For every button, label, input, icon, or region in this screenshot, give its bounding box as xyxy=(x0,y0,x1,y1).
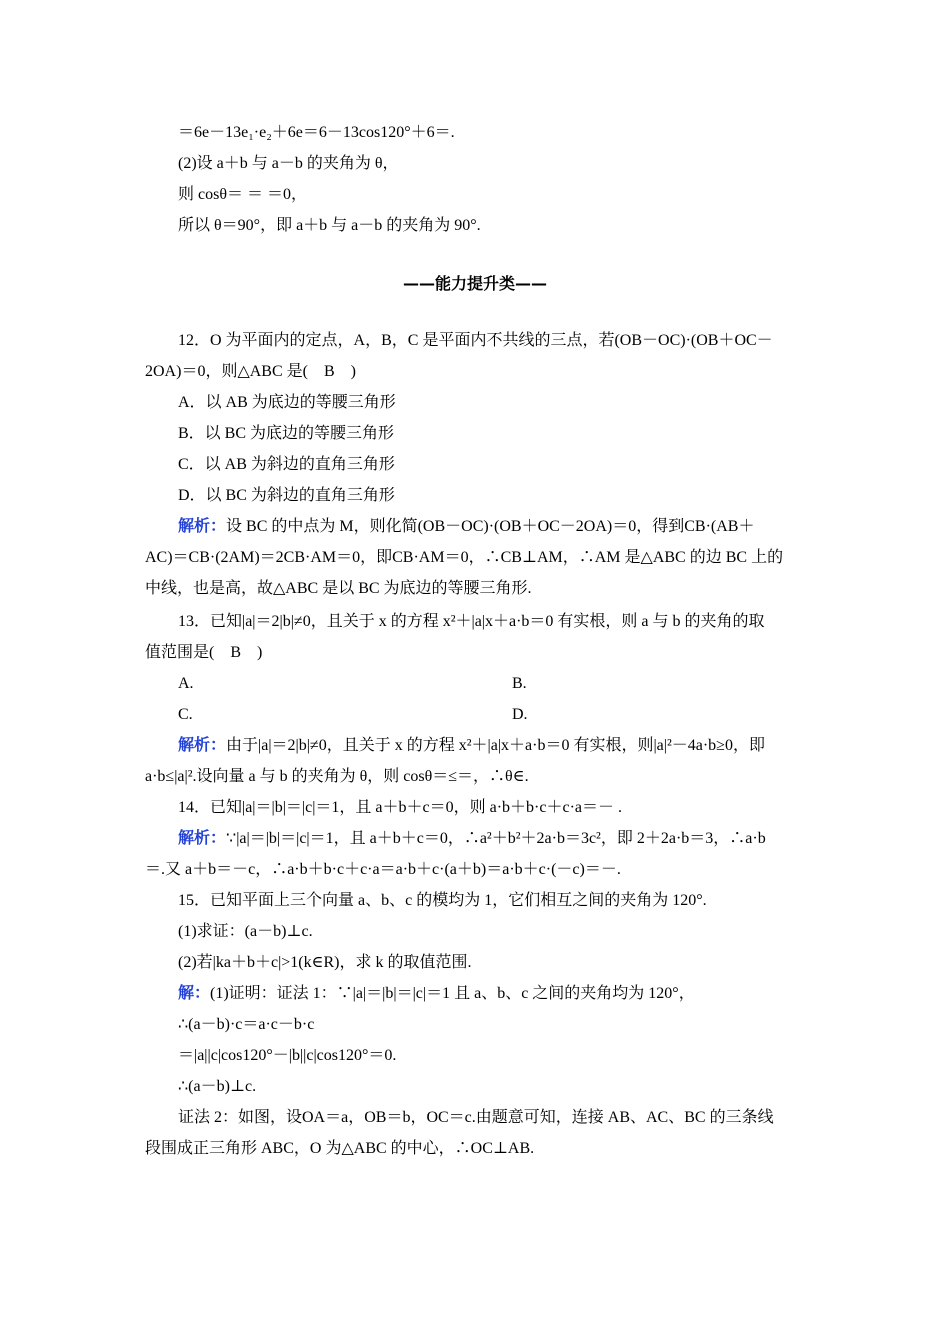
text-line: ＝6e－13e₁·e₂＋6e＝6－13cos120°＋6＝. xyxy=(178,124,455,141)
solution-15-line3: ＝|a||c|cos120°－|b||c|cos120°＝0. xyxy=(178,1047,397,1064)
answer-14-line1 xyxy=(178,828,766,850)
answer-13-line1 xyxy=(178,735,765,757)
analysis-label: 解析： xyxy=(178,737,227,754)
option-c: C．以 AB 为斜边的直角三角形 xyxy=(178,456,395,473)
option-b: B. xyxy=(512,675,527,692)
option-a: A. xyxy=(178,675,194,692)
answer-12-line3: 中线，也是高，故△ABC 是以 BC 为底边的等腰三角形. xyxy=(145,580,532,597)
answer-13-line2: a·b≤|a|².设向量 a 与 b 的夹角为 θ，则 cosθ＝≤＝，∴θ∈. xyxy=(145,768,529,785)
answer-text: ∵|a|＝|b|＝|c|＝1，且 a＋b＋c＝0，∴a²＋b²＋2a·b＝3c²，即 2＋2a·b＝3，∴a·b xyxy=(226,830,766,847)
solution-15-line1 xyxy=(178,983,695,1005)
option-c: C. xyxy=(178,706,193,723)
solution-label: 解： xyxy=(178,985,211,1002)
solution-15-line5: 证法 2：如图，设OA＝a，OB＝b，OC＝c.由题意可知，连接 AB、AC、BC 的三条线 xyxy=(178,1109,774,1126)
answer-12-line2: AC)＝CB·(2AM)＝2CB·AM＝0，即CB·AM＝0，∴CB⊥AM，∴AM 是△ABC 的边 BC 上的 xyxy=(145,549,784,566)
option-a: A．以 AB 为底边的等腰三角形 xyxy=(178,394,396,411)
text-line: (2)设 a＋b 与 a－b 的夹角为 θ， xyxy=(178,155,399,172)
answer-14-line2: ＝.又 a＋b＝－c，∴a·b＋b·c＋c·a＝a·b＋c·(a＋b)＝a·b＋c·(－c)＝－. xyxy=(145,861,621,878)
section-heading: ——能力提升类—— xyxy=(402,274,547,293)
question-14: 14．已知|a|＝|b|＝|c|＝1，且 a＋b＋c＝0，则 a·b＋b·c＋c·a＝－ . xyxy=(178,799,623,816)
question-15-part2: (2)若|ka＋b＋c|>1(k∈R)，求 k 的取值范围. xyxy=(178,954,472,971)
option-d: D．以 BC 为斜边的直角三角形 xyxy=(178,487,395,504)
analysis-label: 解析： xyxy=(178,830,227,847)
solution-15-line4: ∴(a－b)⊥c. xyxy=(178,1078,257,1095)
text-line: 则 cosθ＝ ＝ ＝0， xyxy=(178,186,307,203)
question-15: 15．已知平面上三个向量 a、b、c 的模均为 1，它们相互之间的夹角为 120°. xyxy=(178,892,707,909)
answer-text: 由于|a|＝2|b|≠0，且关于 x 的方程 x²＋|a|x＋a·b＝0 有实根，则|a|²－4a·b≥0，即 xyxy=(226,737,765,754)
question-12-line1: 12．O 为平面内的定点，A，B，C 是平面内不共线的三点，若(OB－OC)·(OB＋OC－ xyxy=(178,332,773,349)
solution-15-line6: 段围成正三角形 ABC，O 为△ABC 的中心，∴OC⊥AB. xyxy=(145,1140,535,1157)
question-13-line2: 值范围是( B ) xyxy=(145,644,263,661)
analysis-label: 解析： xyxy=(178,518,227,535)
question-12-line2: 2OA)＝0，则△ABC 是( B ) xyxy=(145,363,356,380)
option-d: D. xyxy=(512,706,528,723)
answer-text: 设 BC 的中点为 M，则化简(OB－OC)·(OB＋OC－2OA)＝0，得到CB·(AB＋ xyxy=(226,518,755,535)
question-13-line1: 13．已知|a|＝2|b|≠0，且关于 x 的方程 x²＋|a|x＋a·b＝0 有实根，则 a 与 b 的夹角的取 xyxy=(178,613,765,630)
answer-12-line1 xyxy=(178,516,754,538)
option-b: B．以 BC 为底边的等腰三角形 xyxy=(178,425,395,442)
text-line: 所以 θ＝90°，即 a＋b 与 a－b 的夹角为 90°. xyxy=(178,217,481,234)
question-15-part1: (1)求证：(a－b)⊥c. xyxy=(178,923,313,940)
solution-15-line2: ∴(a－b)·c＝a·c－b·c xyxy=(178,1016,315,1033)
solution-text: (1)证明：证法 1：∵|a|＝|b|＝|c|＝1 且 a、b、c 之间的夹角均为 120°， xyxy=(210,985,695,1002)
